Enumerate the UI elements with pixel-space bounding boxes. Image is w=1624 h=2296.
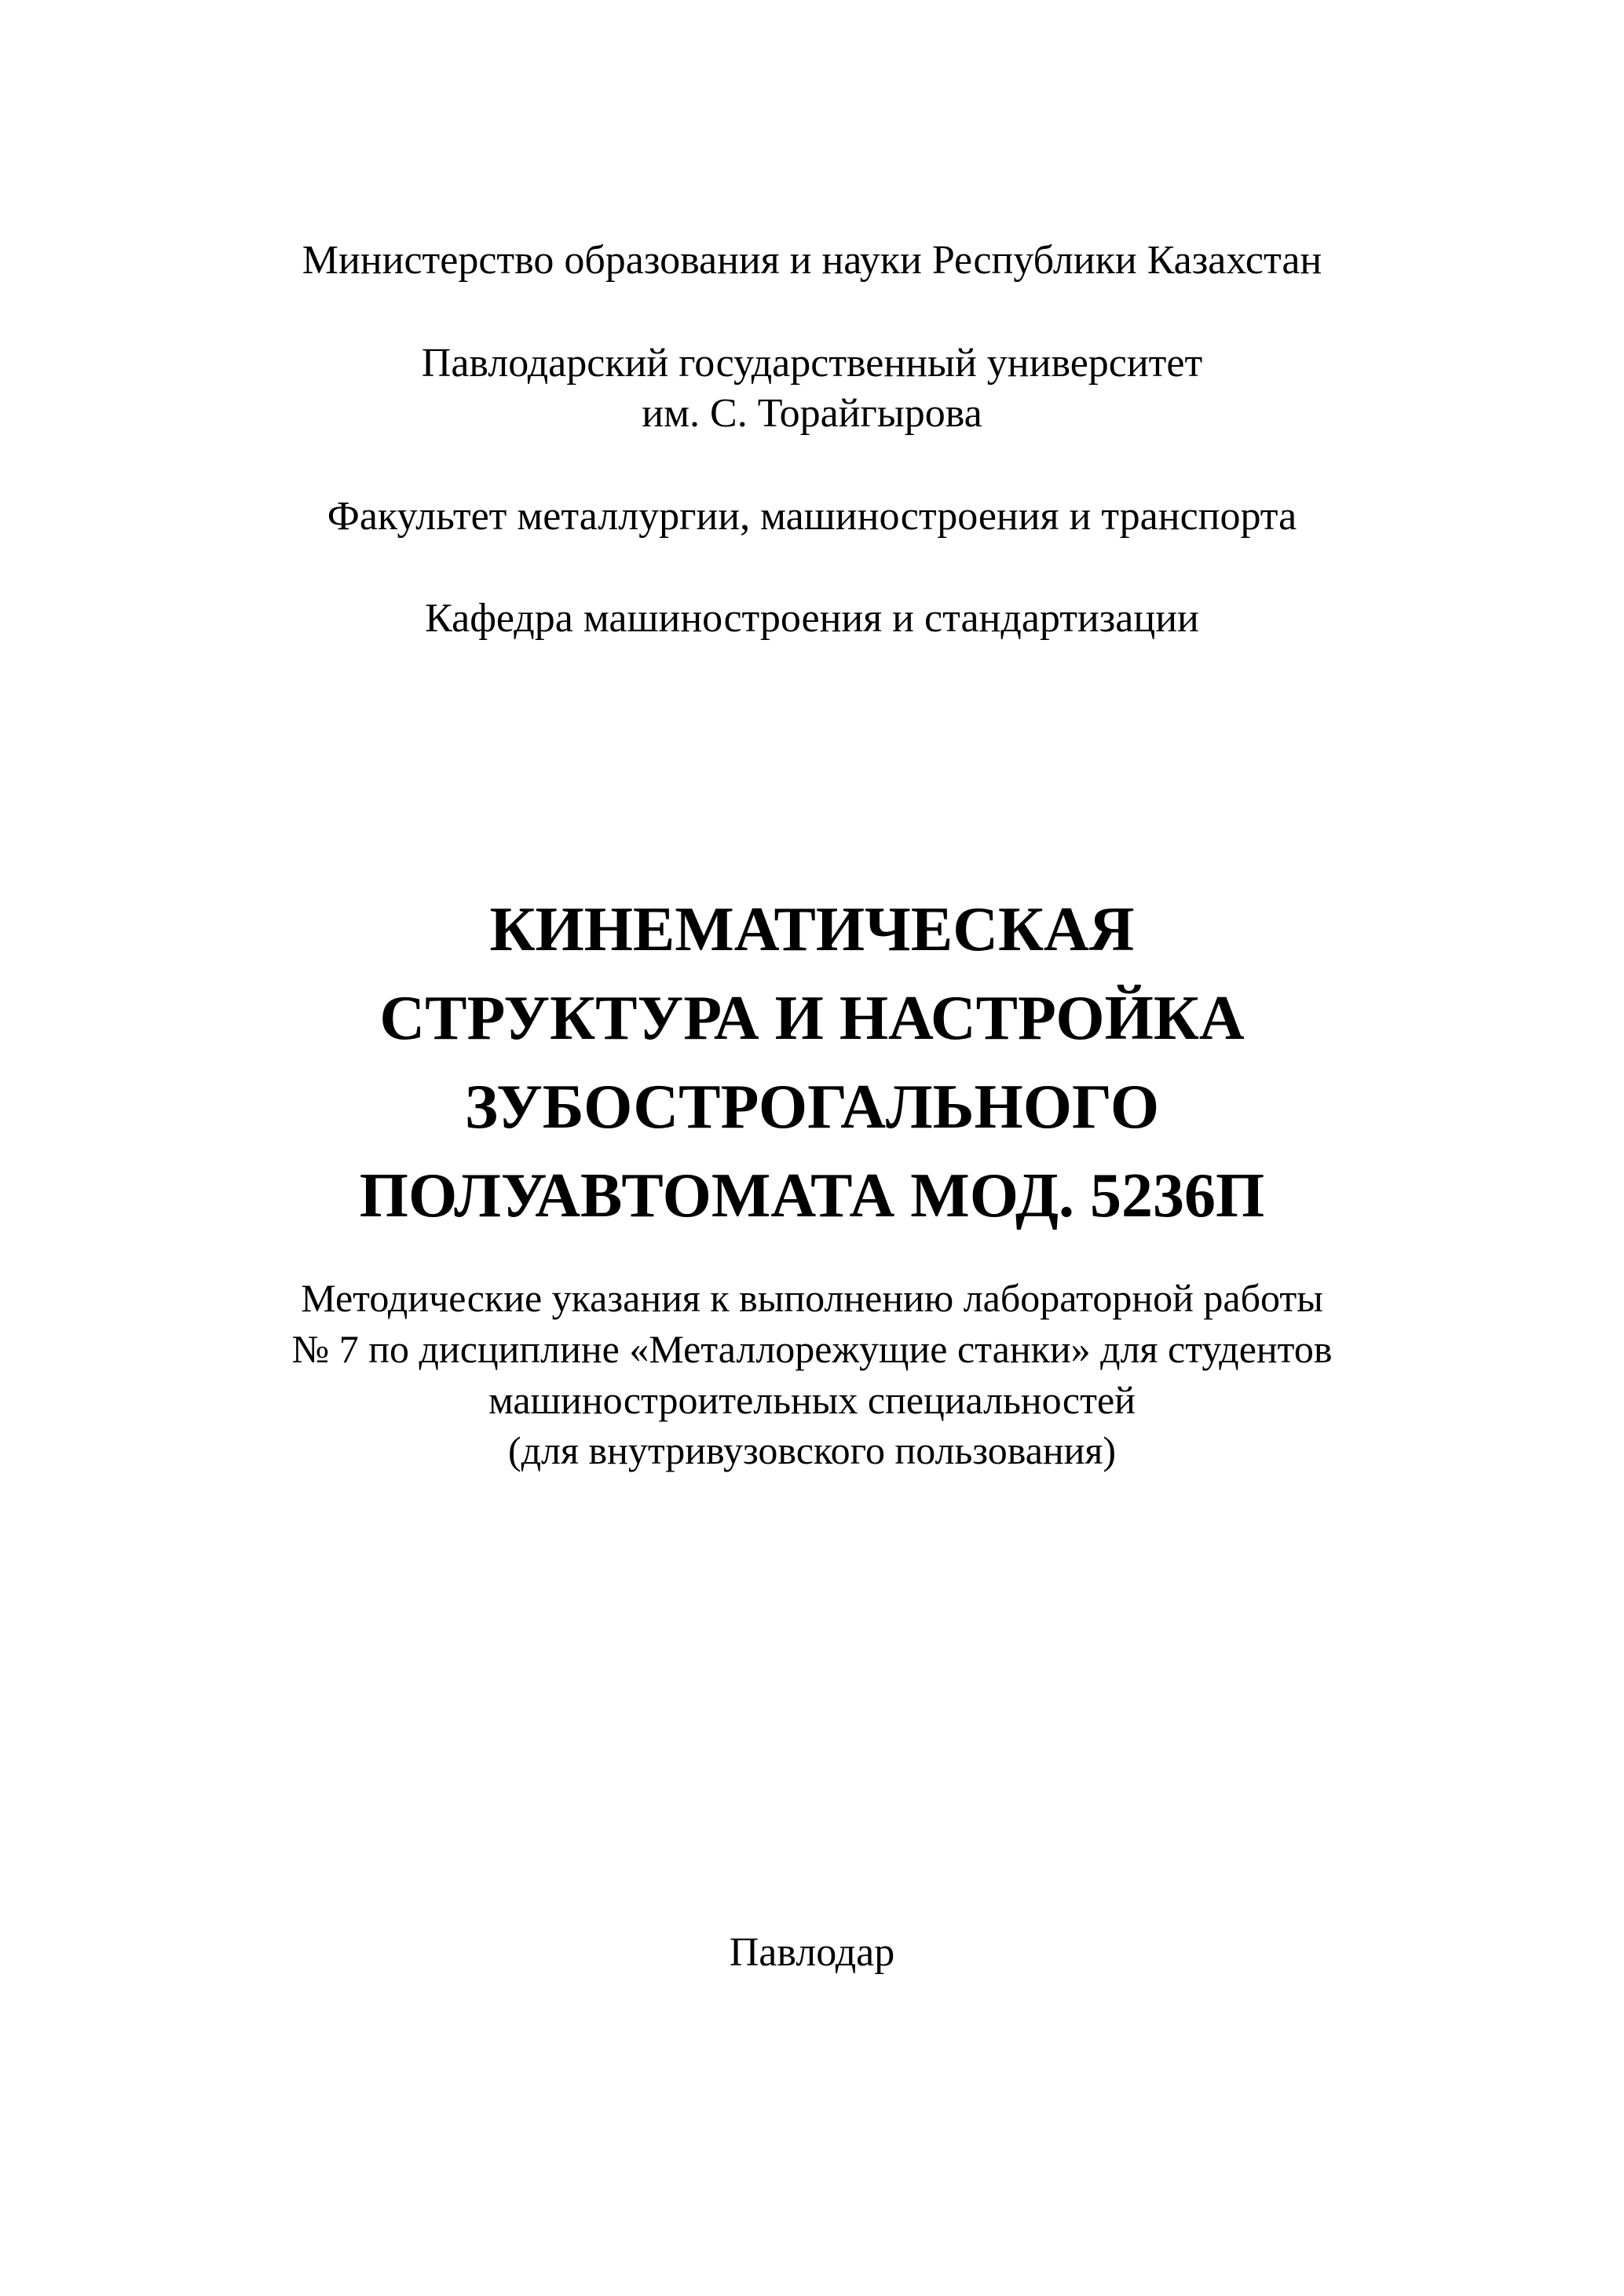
title-line-1: КИНЕМАТИЧЕСКАЯ: [489, 895, 1135, 964]
ministry-name: Министерство образования и науки Республики Казахстан: [302, 238, 1322, 283]
department-name: Кафедра машиностроения и стандартизации: [425, 596, 1199, 641]
university-name: Павлодарский государственный университет: [421, 341, 1203, 386]
subtitle-line-4: (для внутривузовского пользования): [507, 1428, 1117, 1472]
title-line-3: ЗУБОСТРОГАЛЬНОГО: [464, 1073, 1160, 1142]
university-name-suffix: им. С. Торайгырова: [642, 391, 982, 436]
publication-city: Павлодар: [729, 1930, 895, 1975]
subtitle-line-3: машиностроительных специальностей: [488, 1378, 1136, 1422]
title-line-2: СТРУКТУРА И НАСТРОЙКА: [379, 984, 1245, 1053]
subtitle-line-2: № 7 по дисциплине «Металлорежущие станки» для студентов: [291, 1327, 1333, 1371]
faculty-name: Факультет металлургии, машиностроения и транспорта: [327, 494, 1297, 539]
subtitle-line-1: Методические указания к выполнению лабораторной работы: [301, 1276, 1323, 1320]
title-line-4: ПОЛУАВТОМАТА МОД. 5236П: [359, 1161, 1265, 1230]
